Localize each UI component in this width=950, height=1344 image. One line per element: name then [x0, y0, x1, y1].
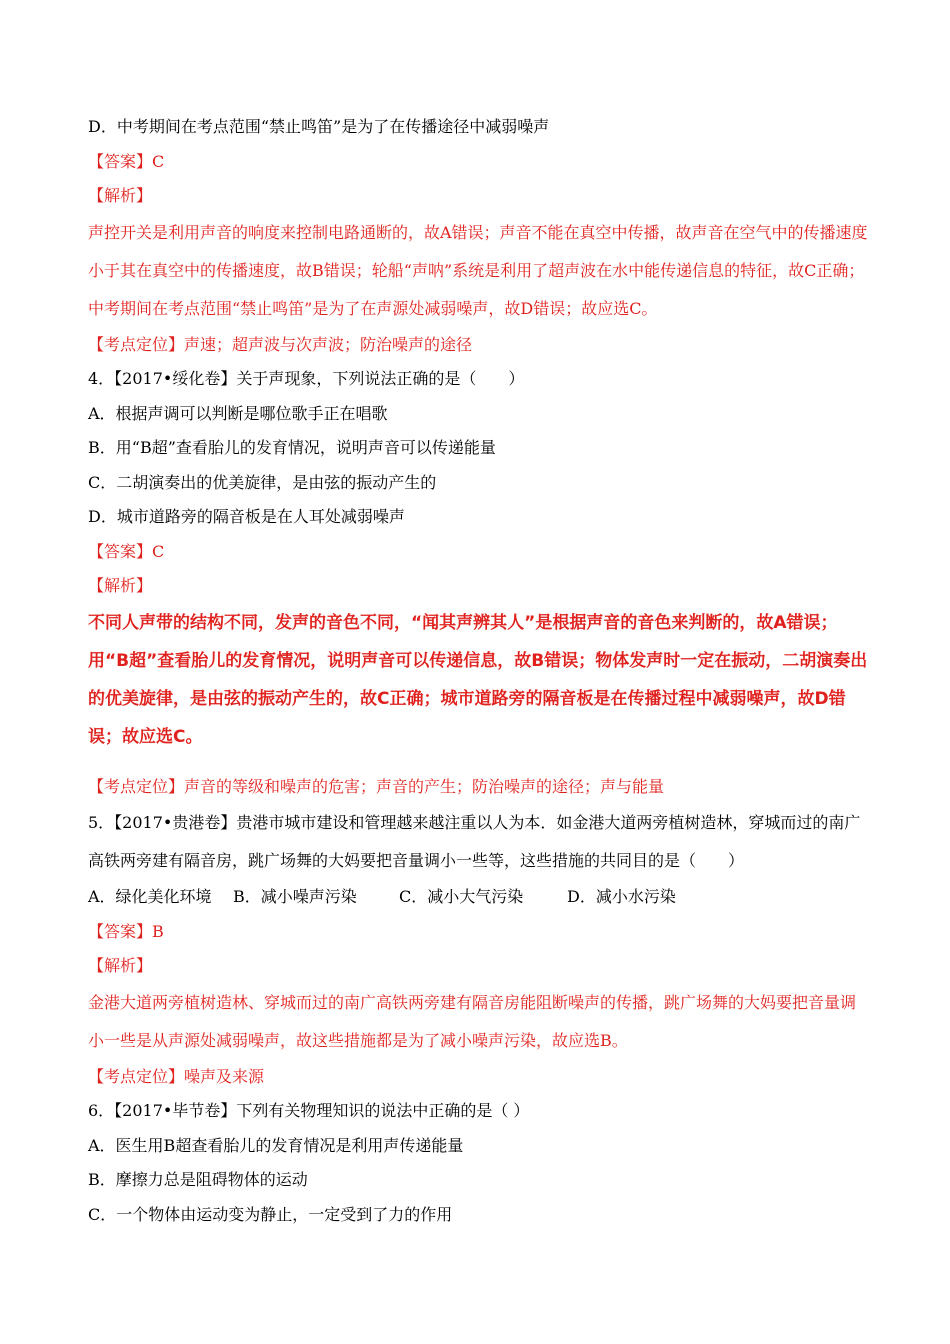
spacer	[88, 756, 868, 770]
q6-option-c: C．一个物体由运动变为静止，一定受到了力的作用	[88, 1204, 453, 1224]
q5-options	[88, 880, 868, 915]
q3-answer: 【答案】C	[88, 151, 165, 171]
q3-option-d: D．中考期间在考点范围“禁止鸣笛”是为了在传播途径中减弱噪声	[88, 117, 550, 136]
q4-stem: 4．【2017•绥化卷】关于声现象，下列说法正确的是（ ）	[88, 369, 525, 388]
q3-analysis: 声控开关是利用声音的响度来控制电路通断的，故A错误；声音不能在真空中传播，故声音在空气中的传播速度小于其在真空中的传播速度，故B错误；轮船“声呐”系统是利用了超声波在水中能传递信息的特征，故C正确；中考期间在考点范围“禁止鸣笛”是为了在声源处减弱噪声，故D错误；故应选C。	[88, 222, 868, 318]
q5-option-a: A．绿化美化环境	[88, 887, 212, 906]
q5-option-d: D．减小水污染	[567, 887, 676, 906]
document-page	[88, 110, 868, 1232]
q5-option-c: C．减小大气污染	[399, 887, 524, 906]
q4-analysis-label: 【解析】	[88, 576, 153, 595]
q3-analysis-label: 【解析】	[88, 186, 153, 205]
q4-option-b: B．用“B超”查看胎儿的发育情况，说明声音可以传递能量	[88, 438, 496, 457]
q4-option-c: C．二胡演奏出的优美旋律，是由弦的振动产生的	[88, 472, 437, 492]
q4-analysis: 不同人声带的结构不同，发声的音色不同，“闻其声辨其人”是根据声音的音色来判断的，故A错误；用“B超”查看胎儿的发育情况，说明声音可以传递信息，故B错误；物体发声时一定在振动，二胡演奏出的优美旋律，是由弦的振动产生的，故C正确；城市道路旁的隔音板是在传播过程中减弱噪声，故D错误；故应选C。	[88, 612, 868, 747]
q4-option-d: D．城市道路旁的隔音板是在人耳处减弱噪声	[88, 507, 405, 526]
q5-topic: 【考点定位】噪声及来源	[88, 1066, 265, 1086]
q4-answer: 【答案】C	[88, 541, 165, 561]
q6-option-a: A．医生用B超查看胎儿的发育情况是利用声传递能量	[88, 1135, 464, 1155]
q5-analysis-label: 【解析】	[88, 956, 153, 975]
q5-analysis: 金港大道两旁植树造林、穿城而过的南广高铁两旁建有隔音房能阻断噪声的传播，跳广场舞的大妈要把音量调小一些是从声源处减弱噪声，故这些措施都是为了减小噪声污染，故应选B。	[88, 992, 857, 1050]
q4-option-a: A．根据声调可以判断是哪位歌手正在唱歌	[88, 403, 388, 423]
q6-stem: 6．【2017•毕节卷】下列有关物理知识的说法中正确的是（ ）	[88, 1101, 530, 1120]
q5-stem: 5．【2017•贵港卷】贵港市城市建设和管理越来越注重以人为本．如金港大道两旁植树造林，穿城而过的南广高铁两旁建有隔音房，跳广场舞的大妈要把音量调小一些等，这些措施的共同目的是（ ）	[88, 813, 861, 870]
q4-topic: 【考点定位】声音的等级和噪声的危害；声音的产生；防治噪声的途径；声与能量	[88, 776, 665, 796]
q3-topic: 【考点定位】声速；超声波与次声波；防治噪声的途径	[88, 334, 473, 354]
q6-option-b: B．摩擦力总是阻碍物体的运动	[88, 1170, 308, 1189]
q5-option-b: B．减小噪声污染	[233, 887, 357, 906]
q5-answer: 【答案】B	[88, 921, 164, 941]
